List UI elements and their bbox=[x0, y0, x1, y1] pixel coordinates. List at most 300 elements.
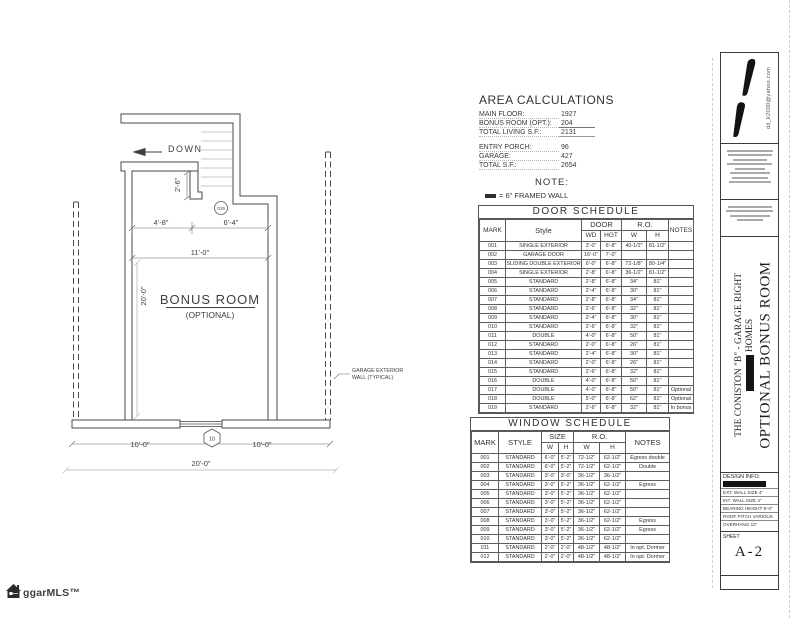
door-row-cell-mark: 006 bbox=[480, 287, 506, 296]
window-row bbox=[472, 535, 670, 544]
area-value: 204 bbox=[559, 119, 595, 128]
wall-bottom-left bbox=[72, 420, 180, 428]
project-line2-suffix: HOMES bbox=[745, 318, 755, 352]
window-row bbox=[472, 454, 670, 463]
walls bbox=[72, 114, 330, 428]
window-row-cell-roh: 48-1/2" bbox=[600, 553, 626, 562]
window-row-cell-style: STANDARD bbox=[499, 490, 542, 499]
door-row-cell-style: SINGLE EXTERIOR bbox=[506, 269, 582, 278]
door-row bbox=[480, 269, 694, 278]
door-row-cell-w: 26" bbox=[622, 359, 647, 368]
room-name: BONUS ROOM bbox=[159, 292, 261, 307]
door-row-cell-mark: 009 bbox=[480, 314, 506, 323]
area-row-entry-porch bbox=[479, 143, 669, 152]
door-row-cell-hgt: 6'-8" bbox=[601, 368, 622, 377]
door-row-cell-hgt: 6'-8" bbox=[601, 386, 622, 395]
door-row bbox=[480, 260, 694, 269]
window-row-cell-h: 5'-2" bbox=[559, 517, 574, 526]
door-row-cell-h: 81" bbox=[647, 278, 669, 287]
door-row-cell-style: STANDARD bbox=[506, 278, 582, 287]
door-row-cell-notes bbox=[669, 377, 694, 386]
door-row-cell-h: 81" bbox=[647, 305, 669, 314]
door-row-cell-w: 30" bbox=[622, 287, 647, 296]
door-row-cell-wd: 2'-8" bbox=[582, 269, 601, 278]
window-row-cell-roh: 62-1/2" bbox=[600, 481, 626, 490]
title-block bbox=[720, 52, 779, 590]
door-row bbox=[480, 368, 694, 377]
small-print-line bbox=[726, 210, 773, 212]
door-row bbox=[480, 323, 694, 332]
window-row-cell-row: 72-1/2" bbox=[574, 463, 600, 472]
window-row-cell-notes: In opt. Dormer bbox=[626, 544, 670, 553]
door-row-cell-wd: 2'-4" bbox=[582, 314, 601, 323]
window-row-cell-mark: 005 bbox=[472, 490, 499, 499]
door-row-cell-w: 32" bbox=[622, 368, 647, 377]
window-row-cell-mark: 006 bbox=[472, 499, 499, 508]
sheet-title: OPTIONAL BONUS ROOM bbox=[757, 260, 774, 449]
door-row-cell-hgt: 6'-8" bbox=[601, 296, 622, 305]
floor-plan bbox=[60, 105, 410, 480]
window-row-cell-w: 3'-0" bbox=[542, 535, 559, 544]
small-print-line bbox=[733, 159, 767, 161]
door-row-cell-h: 81" bbox=[647, 296, 669, 305]
dim-stair-label: 2'-6" bbox=[175, 178, 182, 192]
design-info-title: DESIGN INFO. bbox=[723, 474, 761, 480]
door-row-cell-notes bbox=[669, 269, 694, 278]
window-row bbox=[472, 499, 670, 508]
door-row-cell-hgt: 6'-8" bbox=[601, 350, 622, 359]
window-row bbox=[472, 553, 670, 562]
note-label: NOTE: bbox=[535, 177, 570, 188]
area-row-bonus-room bbox=[479, 119, 669, 128]
door-row-cell-h: 81" bbox=[647, 377, 669, 386]
door-row bbox=[480, 278, 694, 287]
door-row-cell-hgt: 6'-8" bbox=[601, 341, 622, 350]
col-header-ro-w: W bbox=[574, 443, 600, 454]
window-row-cell-notes: Egress double bbox=[626, 454, 670, 463]
door-row-cell-notes bbox=[669, 287, 694, 296]
window-row-cell-h: 5'-2" bbox=[559, 454, 574, 463]
door-row-cell-mark: 012 bbox=[480, 341, 506, 350]
window-row-cell-mark: 001 bbox=[472, 454, 499, 463]
design-row-roof-pitch: ROOF PITCH VARIOUS bbox=[721, 512, 778, 520]
door-row-cell-notes bbox=[669, 251, 694, 260]
watermark-text: ggarMLS™ bbox=[23, 587, 81, 599]
address-text-block bbox=[721, 200, 778, 237]
window-row-cell-w: 3'-0" bbox=[542, 472, 559, 481]
door-row-cell-hgt: 6'-8" bbox=[601, 395, 622, 404]
door-row-cell-style: GARAGE DOOR bbox=[506, 251, 582, 260]
window-row-cell-roh: 62-1/2" bbox=[600, 508, 626, 517]
window-symbol bbox=[180, 422, 222, 427]
small-print-line bbox=[729, 181, 771, 183]
col-header-notes: NOTES bbox=[626, 432, 670, 454]
redacted-design-row bbox=[723, 481, 766, 487]
door-schedule bbox=[478, 205, 694, 414]
door-row-cell-wd: 4'-0" bbox=[582, 377, 601, 386]
door-row-cell-wd: 2'-6" bbox=[582, 323, 601, 332]
door-row-cell-notes bbox=[669, 260, 694, 269]
window-row-cell-row: 36-1/2" bbox=[574, 508, 600, 517]
window-row-cell-w: 3'-0" bbox=[542, 490, 559, 499]
small-print-line bbox=[727, 163, 772, 165]
window-row-cell-roh: 62-1/2" bbox=[600, 454, 626, 463]
down-arrow-icon bbox=[134, 149, 162, 156]
wall-stair-jamb bbox=[190, 171, 202, 199]
door-row-cell-notes bbox=[669, 305, 694, 314]
door-row-cell-notes bbox=[669, 350, 694, 359]
door-row-cell-h: 81" bbox=[647, 332, 669, 341]
door-row-cell-notes bbox=[669, 368, 694, 377]
window-row-cell-w: 3'-0" bbox=[542, 526, 559, 535]
door-row-cell-h: 81" bbox=[647, 386, 669, 395]
window-row-cell-mark: 012 bbox=[472, 553, 499, 562]
room-qualifier: (OPTIONAL) bbox=[185, 310, 235, 320]
stair-treads bbox=[201, 132, 232, 186]
window-row-cell-style: STANDARD bbox=[499, 517, 542, 526]
door-row-cell-w: 32" bbox=[622, 323, 647, 332]
area-value: 2654 bbox=[561, 162, 577, 169]
door-row-cell-mark: 011 bbox=[480, 332, 506, 341]
door-row bbox=[480, 287, 694, 296]
col-header-style: STYLE bbox=[499, 432, 542, 454]
window-row-cell-notes bbox=[626, 490, 670, 499]
door-row-cell-hgt: 6'-8" bbox=[601, 278, 622, 287]
window-row-cell-roh: 62-1/2" bbox=[600, 526, 626, 535]
window-row-cell-row: 36-1/2" bbox=[574, 481, 600, 490]
col-group-size: SIZE bbox=[542, 432, 574, 443]
dim-bottom-left: 10'-0" bbox=[130, 440, 150, 449]
door-row-cell-h: 81-1/2" bbox=[647, 269, 669, 278]
sheet-number: A-2 bbox=[734, 544, 765, 560]
door-row-cell-mark: 014 bbox=[480, 359, 506, 368]
col-group-door: DOOR bbox=[582, 220, 622, 231]
door-row-cell-notes: Optional bbox=[669, 395, 694, 404]
window-mark-label: 10 bbox=[208, 436, 216, 443]
door-row-cell-hgt: 6'-8" bbox=[601, 305, 622, 314]
window-row bbox=[472, 490, 670, 499]
door-row-cell-wd: 16'-0" bbox=[582, 251, 601, 260]
door-row-cell-hgt: 7'-0" bbox=[601, 251, 622, 260]
window-row-cell-row: 48-1/2" bbox=[574, 553, 600, 562]
door-row-cell-notes bbox=[669, 341, 694, 350]
window-row-cell-w: 3'-0" bbox=[542, 517, 559, 526]
dim-left-top: 4'-8" bbox=[153, 218, 169, 227]
window-row-cell-style: STANDARD bbox=[499, 544, 542, 553]
door-row-cell-w: 32" bbox=[622, 404, 647, 413]
window-row-cell-row: 48-1/2" bbox=[574, 544, 600, 553]
door-row-cell-wd: 2'-0" bbox=[582, 359, 601, 368]
window-row bbox=[472, 481, 670, 490]
door-row-cell-w: 36-1/2" bbox=[622, 269, 647, 278]
door-row-cell-mark: 015 bbox=[480, 368, 506, 377]
door-row-cell-notes bbox=[669, 296, 694, 305]
window-row-cell-style: STANDARD bbox=[499, 499, 542, 508]
window-row-cell-roh: 62-1/2" bbox=[600, 463, 626, 472]
door-row-cell-wd: 6'-0" bbox=[582, 260, 601, 269]
door-row-cell-notes bbox=[669, 278, 694, 287]
col-header-w: W bbox=[542, 443, 559, 454]
window-row-cell-mark: 007 bbox=[472, 508, 499, 517]
window-row bbox=[472, 544, 670, 553]
door-row-cell-h: 81" bbox=[647, 368, 669, 377]
window-row-cell-mark: 003 bbox=[472, 472, 499, 481]
window-row-cell-h: 5'-2" bbox=[559, 463, 574, 472]
door-row-cell-style: STANDARD bbox=[506, 323, 582, 332]
window-row bbox=[472, 526, 670, 535]
door-row-cell-w bbox=[622, 251, 647, 260]
wall-bottom-right bbox=[222, 420, 330, 428]
redacted-builder-name bbox=[746, 355, 754, 391]
door-row-cell-style: SINGLE EXTERIOR bbox=[506, 242, 582, 251]
door-row-cell-mark: 004 bbox=[480, 269, 506, 278]
dim-right-top: 6'-4" bbox=[223, 218, 239, 227]
window-row-cell-style: STANDARD bbox=[499, 526, 542, 535]
mls-watermark bbox=[5, 583, 80, 599]
project-title bbox=[734, 237, 756, 473]
window-row-cell-mark: 010 bbox=[472, 535, 499, 544]
door-row-cell-w: 30" bbox=[622, 350, 647, 359]
door-row-cell-mark: 017 bbox=[480, 386, 506, 395]
door-row-cell-w: 34" bbox=[622, 296, 647, 305]
small-print-line bbox=[728, 154, 772, 156]
door-row-cell-notes bbox=[669, 359, 694, 368]
door-row-cell-mark: 007 bbox=[480, 296, 506, 305]
door-row-cell-wd: 2'-4" bbox=[582, 287, 601, 296]
area-row-main-floor bbox=[479, 110, 669, 119]
window-row-cell-h: 3'-0" bbox=[559, 472, 574, 481]
door-row-cell-style: STANDARD bbox=[506, 404, 582, 413]
col-header-style: Style bbox=[506, 220, 582, 242]
door-row-cell-style: DOUBLE bbox=[506, 386, 582, 395]
window-row-cell-style: STANDARD bbox=[499, 454, 542, 463]
door-row-cell-hgt: 6'-8" bbox=[601, 359, 622, 368]
window-row-cell-row: 36-1/2" bbox=[574, 490, 600, 499]
door-row-cell-hgt: 6'-8" bbox=[601, 332, 622, 341]
door-row bbox=[480, 314, 694, 323]
sheet-title-section bbox=[721, 237, 778, 473]
page-edge-line bbox=[789, 0, 790, 618]
window-row-cell-h: 5'-2" bbox=[559, 490, 574, 499]
door-row bbox=[480, 242, 694, 251]
door-row-cell-notes: In bonus bbox=[669, 404, 694, 413]
door-row-cell-style: DOUBLE bbox=[506, 395, 582, 404]
window-row-cell-w: 2'-0" bbox=[542, 544, 559, 553]
area-label: TOTAL S.F.: bbox=[479, 161, 559, 170]
window-schedule bbox=[470, 417, 670, 563]
window-row-cell-notes: Double bbox=[626, 463, 670, 472]
col-header-mark: MARK bbox=[480, 220, 506, 242]
door-row-cell-w: 62" bbox=[622, 395, 647, 404]
col-header-ro-h: H bbox=[647, 231, 669, 242]
wall-note-line1: GARAGE EXTERIOR bbox=[352, 368, 404, 374]
door-row-cell-hgt: 6'-8" bbox=[601, 377, 622, 386]
small-print-line bbox=[730, 215, 770, 217]
window-row-cell-style: STANDARD bbox=[499, 463, 542, 472]
door-row bbox=[480, 332, 694, 341]
door-row-cell-style: STANDARD bbox=[506, 350, 582, 359]
area-calc-title: AREA CALCULATIONS bbox=[479, 93, 614, 107]
door-row bbox=[480, 386, 694, 395]
design-info-section bbox=[721, 473, 778, 532]
window-row-cell-w: 2'-0" bbox=[542, 553, 559, 562]
window-row-cell-row: 36-1/2" bbox=[574, 535, 600, 544]
window-row-cell-notes bbox=[626, 472, 670, 481]
door-row-cell-wd: 4'-0" bbox=[582, 386, 601, 395]
design-row-bearing: BEARING HEIGHT 9'-0" bbox=[721, 504, 778, 512]
window-row-cell-roh: 62-1/2" bbox=[600, 499, 626, 508]
door-row-cell-w: 32" bbox=[622, 305, 647, 314]
small-print-line bbox=[727, 150, 773, 152]
window-row bbox=[472, 463, 670, 472]
col-group-ro: R.O. bbox=[622, 220, 669, 231]
window-row-cell-roh: 62-1/2" bbox=[600, 535, 626, 544]
door-row-cell-h: 81" bbox=[647, 314, 669, 323]
door-row bbox=[480, 359, 694, 368]
door-row-cell-style: SLIDING DOUBLE EXTERIOR bbox=[506, 261, 581, 267]
door-row-cell-mark: 001 bbox=[480, 242, 506, 251]
door-row-cell-mark: 002 bbox=[480, 251, 506, 260]
door-row bbox=[480, 341, 694, 350]
door-row-cell-wd: 2'-0" bbox=[582, 341, 601, 350]
door-row-cell-wd: 4'-0" bbox=[582, 332, 601, 341]
window-row-cell-w: 3'-0" bbox=[542, 508, 559, 517]
door-row-cell-w: 26" bbox=[622, 341, 647, 350]
door-row-cell-mark: 016 bbox=[480, 377, 506, 386]
window-row-cell-mark: 011 bbox=[472, 544, 499, 553]
disclaimer-text-block bbox=[721, 144, 778, 200]
door-row-cell-hgt: 6'-8" bbox=[601, 323, 622, 332]
window-row-cell-roh: 36-1/2" bbox=[600, 472, 626, 481]
door-row-cell-h: 81" bbox=[647, 404, 669, 413]
dim-room-width: 11'-0" bbox=[190, 248, 210, 257]
window-row-cell-mark: 002 bbox=[472, 463, 499, 472]
col-header-wd: WD bbox=[582, 231, 601, 242]
door-mark-label: 019 bbox=[217, 206, 225, 211]
door-row-cell-wd: 2'-8" bbox=[582, 278, 601, 287]
door-row-cell-w: 50" bbox=[622, 377, 647, 386]
window-row-cell-h: 2'-0" bbox=[559, 553, 574, 562]
door-row bbox=[480, 305, 694, 314]
area-label: MAIN FLOOR: bbox=[479, 110, 559, 119]
small-print-line bbox=[735, 168, 765, 170]
door-row-cell-mark: 010 bbox=[480, 323, 506, 332]
area-value: 1927 bbox=[561, 111, 577, 118]
window-row-cell-h: 5'-2" bbox=[559, 535, 574, 544]
sheet-label: SHEET bbox=[723, 534, 740, 540]
window-row-cell-h: 5'-2" bbox=[559, 526, 574, 535]
door-row-cell-h: 81" bbox=[647, 323, 669, 332]
window-row-cell-style: STANDARD bbox=[499, 508, 542, 517]
window-row-cell-mark: 004 bbox=[472, 481, 499, 490]
window-row-cell-w: 3'-0" bbox=[542, 481, 559, 490]
area-value: 96 bbox=[561, 144, 569, 151]
window-row-cell-mark: 008 bbox=[472, 517, 499, 526]
area-row-garage bbox=[479, 152, 669, 161]
area-label: GARAGE: bbox=[479, 152, 559, 161]
col-group-ro: R.O. bbox=[574, 432, 626, 443]
door-row-cell-mark: 008 bbox=[480, 305, 506, 314]
door-row-cell-style: STANDARD bbox=[506, 305, 582, 314]
door-row-cell-w: 40-1/2" bbox=[622, 242, 647, 251]
door-row bbox=[480, 377, 694, 386]
window-row-cell-w: 3'-0" bbox=[542, 499, 559, 508]
window-schedule-table bbox=[471, 431, 670, 562]
small-print-line bbox=[730, 172, 770, 174]
window-row-cell-notes: Egress bbox=[626, 517, 670, 526]
framed-wall-note-text: = 6" FRAMED WALL bbox=[499, 191, 569, 200]
door-row bbox=[480, 251, 694, 260]
framed-wall-note bbox=[485, 191, 669, 200]
small-print-line bbox=[737, 219, 763, 221]
dim-stair bbox=[184, 171, 190, 200]
window-row-cell-style: STANDARD bbox=[499, 472, 542, 481]
door-row-cell-w: 34" bbox=[622, 278, 647, 287]
window-row-cell-notes: Egress bbox=[626, 481, 670, 490]
door-row-cell-hgt: 6'-8" bbox=[601, 404, 622, 413]
designer-email: dd_k2000@yahoo.com bbox=[766, 66, 772, 130]
door-row-cell-h: 81-1/2" bbox=[647, 242, 669, 251]
project-line2 bbox=[745, 237, 756, 473]
col-header-ro-w: W bbox=[622, 231, 647, 242]
door-row-cell-w: 72-1/8" bbox=[622, 260, 647, 269]
col-header-ro-h: H bbox=[600, 443, 626, 454]
door-row-cell-notes bbox=[669, 314, 694, 323]
door-row-cell-hgt: 6'-8" bbox=[601, 287, 622, 296]
design-row-int-wall: INT. WALL SIZE 4" bbox=[721, 496, 778, 504]
door-row-cell-style: DOUBLE bbox=[506, 332, 582, 341]
door-row-cell-style: STANDARD bbox=[506, 341, 582, 350]
fold-line bbox=[712, 58, 713, 588]
window-row-cell-row: 72-1/2" bbox=[574, 454, 600, 463]
door-row-cell-hgt: 6'-8" bbox=[601, 260, 622, 269]
door-row-cell-wd: 3'-0" bbox=[582, 242, 601, 251]
area-calculations bbox=[479, 93, 669, 200]
door-row-cell-notes bbox=[669, 332, 694, 341]
door-row-cell-w: 30" bbox=[622, 314, 647, 323]
door-row-cell-wd: 2'-6" bbox=[582, 404, 601, 413]
design-row-ext-wall: EXT. WALL SIZE 4" bbox=[721, 488, 778, 496]
window-row-cell-h: 5'-2" bbox=[559, 481, 574, 490]
window-row-cell-h: 2'-0" bbox=[559, 544, 574, 553]
door-row-cell-style: STANDARD bbox=[506, 296, 582, 305]
dim-upper bbox=[129, 222, 271, 234]
sheet-number-section bbox=[721, 532, 778, 576]
door-schedule-title: DOOR SCHEDULE bbox=[479, 206, 693, 219]
door-row-cell-mark: 019 bbox=[480, 404, 506, 413]
window-row-cell-row: 36-1/2" bbox=[574, 472, 600, 481]
area-label: TOTAL LIVING S.F.: bbox=[479, 128, 559, 137]
door-schedule-table bbox=[479, 219, 694, 413]
window-row-cell-mark: 009 bbox=[472, 526, 499, 535]
door-row-cell-style: DOUBLE bbox=[506, 377, 582, 386]
door-row-cell-notes bbox=[669, 242, 694, 251]
door-row-cell-notes: Optional bbox=[669, 386, 694, 395]
window-row-cell-w: 6'-0" bbox=[542, 454, 559, 463]
door-row-cell-h bbox=[647, 251, 669, 260]
window-row-cell-roh: 48-1/2" bbox=[600, 544, 626, 553]
window-row-cell-notes bbox=[626, 508, 670, 517]
wall-note-line2: WALL (TYPICAL) bbox=[352, 375, 394, 381]
window-row-cell-row: 36-1/2" bbox=[574, 499, 600, 508]
door-row-cell-wd: 2'-8" bbox=[582, 296, 601, 305]
col-header-hgt: HGT bbox=[601, 231, 622, 242]
col-header-mark: MARK bbox=[472, 432, 499, 454]
col-header-h: H bbox=[559, 443, 574, 454]
wall-top-right bbox=[121, 114, 277, 427]
window-row bbox=[472, 517, 670, 526]
door-row bbox=[480, 296, 694, 305]
